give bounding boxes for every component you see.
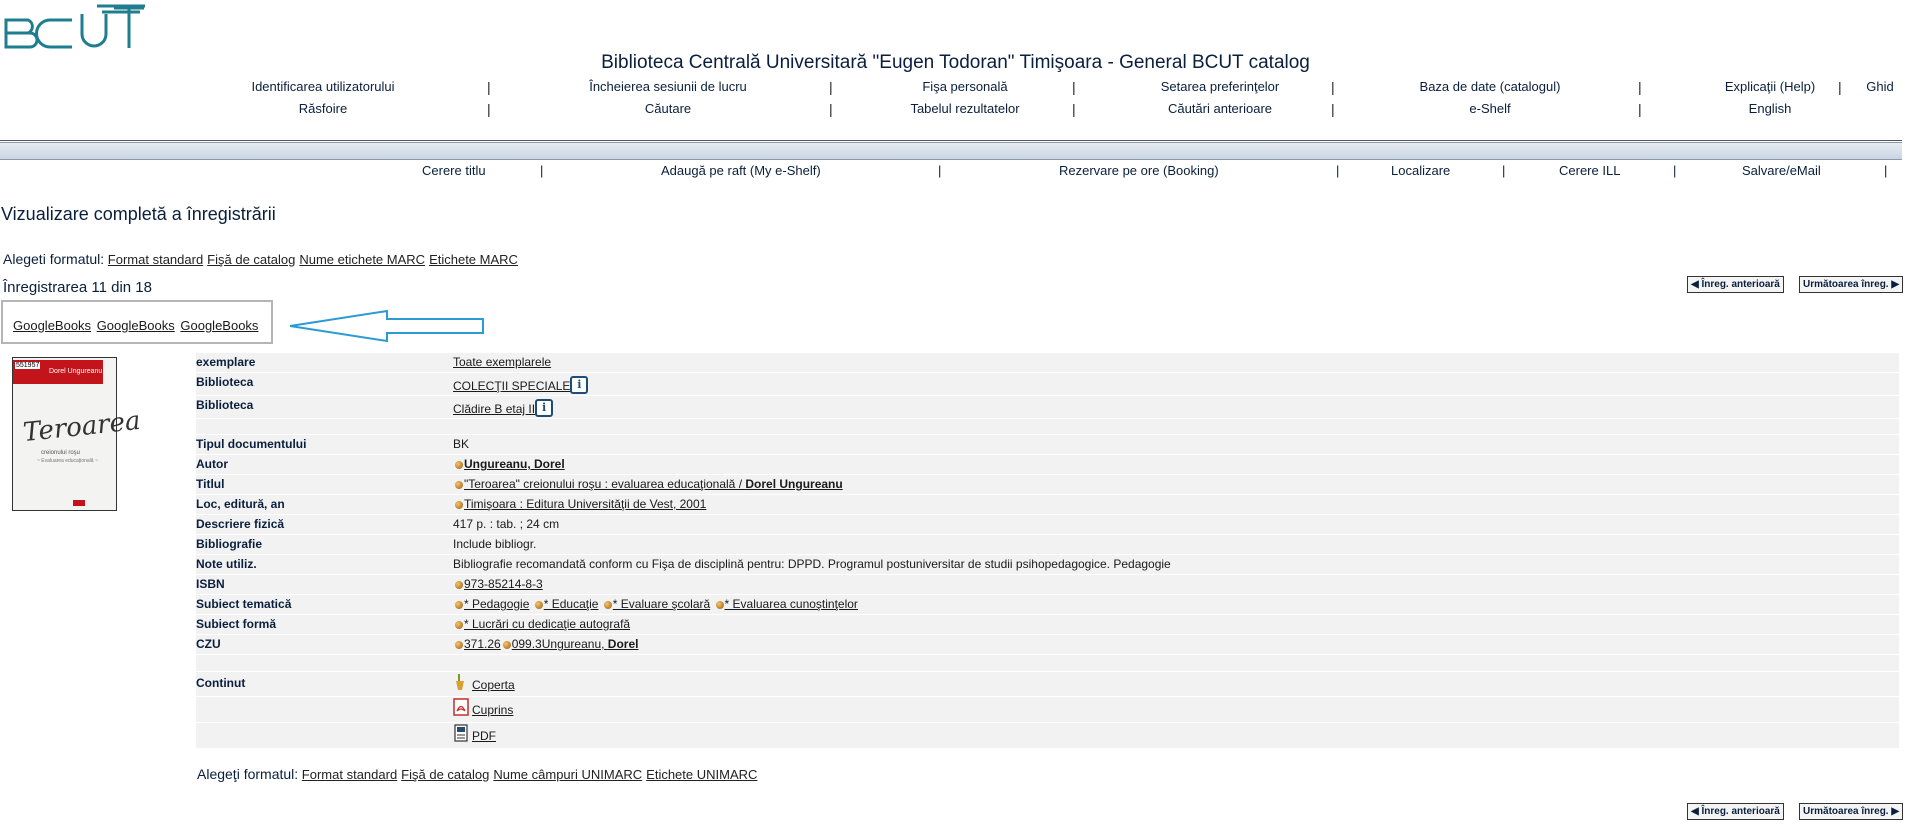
header-band <box>0 142 1902 160</box>
field-label: Biblioteca <box>196 375 254 389</box>
nav-search[interactable]: Căutare <box>644 101 692 116</box>
format-unimarc-tags-link[interactable]: Etichete UNIMARC <box>646 767 758 782</box>
nav-personal-file[interactable]: Fişa personală <box>922 79 1008 94</box>
nav-separator: | <box>1638 79 1642 95</box>
header-divider <box>0 140 1902 141</box>
record-row-spacer <box>196 655 1899 672</box>
arrow-right-icon: ▶ <box>1891 806 1900 817</box>
bullet-icon <box>455 501 463 509</box>
action-separator: | <box>938 163 942 178</box>
previous-record-button[interactable] <box>1687 276 1784 293</box>
annotation-arrow-icon <box>287 308 487 344</box>
nav-row-1 <box>175 79 1911 101</box>
save-email-link[interactable]: Salvare/eMail <box>1742 163 1821 178</box>
bullet-icon <box>455 461 463 469</box>
record-row-exemplare <box>196 353 1899 373</box>
action-separator: | <box>1502 163 1506 178</box>
subject-link[interactable]: * Evaluarea cunoştinţelor <box>724 597 858 611</box>
arrow-left-icon: ◀ <box>1691 806 1699 817</box>
format-selector-top <box>3 251 522 267</box>
field-label: Titlul <box>196 477 225 491</box>
booking-link[interactable]: Rezervare pe ore (Booking) <box>1059 163 1219 178</box>
record-row-note <box>196 555 1899 575</box>
format-unimarc-names-link[interactable]: Nume câmpuri UNIMARC <box>493 767 643 782</box>
nav-browse[interactable]: Răsfoire <box>298 101 348 116</box>
bullet-icon <box>604 601 612 609</box>
location-link[interactable]: Localizare <box>1391 163 1451 178</box>
field-label: Subiect tematică <box>196 597 292 611</box>
nav-separator: | <box>1838 79 1842 95</box>
bullet-icon <box>503 641 511 649</box>
isbn-link[interactable]: 973-85214-8-3 <box>464 577 543 591</box>
cover-barcode: 551957 <box>16 362 40 369</box>
field-label: Loc, editură, an <box>196 497 285 511</box>
cover-title: Teroarea <box>21 405 142 449</box>
googlebooks-link-1[interactable]: GoogleBooks <box>13 318 92 333</box>
bullet-icon <box>455 581 463 589</box>
czu-author-link[interactable]: Dorel <box>607 637 639 651</box>
record-row-bibliografie <box>196 535 1899 555</box>
next-record-button[interactable] <box>1799 276 1903 293</box>
pdf-link[interactable]: PDF <box>472 729 496 743</box>
nav-user-identification[interactable]: Identificarea utilizatorului <box>251 79 395 94</box>
action-bar <box>0 163 1911 183</box>
next-record-label: Următoarea înreg. <box>1803 806 1889 817</box>
record-row-biblioteca-1 <box>196 373 1899 396</box>
format-catalog-card-link[interactable]: Fişă de catalog <box>401 767 490 782</box>
format-selector-bottom <box>197 766 761 782</box>
nav-results-list[interactable]: Tabelul rezultatelor <box>910 101 1020 116</box>
nav-separator: | <box>487 79 491 95</box>
record-row-biblioteca-2 <box>196 396 1899 419</box>
bibliography-value: Include bibliogr. <box>453 537 537 551</box>
nav-help[interactable]: Explicaţii (Help) <box>1724 79 1816 94</box>
bullet-icon <box>455 601 463 609</box>
nav-english[interactable]: English <box>1748 101 1792 116</box>
main-nav <box>175 79 1911 123</box>
ill-request-link[interactable]: Cerere ILL <box>1559 163 1621 178</box>
googlebooks-links <box>13 318 260 333</box>
record-details <box>196 353 1899 749</box>
add-to-eshelf-link[interactable]: Adaugă pe raft (My e-Shelf) <box>661 163 821 178</box>
nav-separator: | <box>1072 101 1076 117</box>
nav-eshelf[interactable]: e-Shelf <box>1469 101 1511 116</box>
czu-link-1[interactable]: 371.26 <box>464 637 501 651</box>
nav-separator: | <box>1331 79 1335 95</box>
bullet-icon <box>455 481 463 489</box>
record-row-loc <box>196 495 1899 515</box>
author-link[interactable]: Ungureanu, Dorel <box>464 457 565 471</box>
bullet-icon <box>455 641 463 649</box>
nav-database[interactable]: Baza de date (catalogul) <box>1419 79 1561 94</box>
format-standard-link[interactable]: Format standard <box>107 252 204 267</box>
record-row-tip <box>196 435 1899 455</box>
field-label: Continut <box>196 676 246 690</box>
field-label: exemplare <box>196 355 256 369</box>
nav-separator: | <box>1638 101 1642 117</box>
action-separator: | <box>1673 163 1677 178</box>
request-title-link[interactable]: Cerere titlu <box>422 163 486 178</box>
record-row-spacer <box>196 419 1899 435</box>
record-row-pdf <box>196 723 1899 749</box>
cover-author: Dorel Ungureanu <box>49 368 103 375</box>
record-row-subiect-tematica <box>196 595 1899 615</box>
format-marc-names-link[interactable]: Nume etichete MARC <box>299 252 426 267</box>
record-row-titlu <box>196 475 1899 495</box>
field-label: Bibliografie <box>196 537 263 551</box>
format-catalog-card-link[interactable]: Fişă de catalog <box>207 252 296 267</box>
bullet-icon <box>455 621 463 629</box>
notes-value: Bibliografie recomandată conform cu Fişa de disciplină pentru: DPPD. Programul postuniversitar de studii psihopedagogice. Pedagogie <box>453 557 1171 571</box>
field-label: Descriere fizică <box>196 517 285 531</box>
format-label: Alegeti formatul: <box>3 251 105 267</box>
nav-guide[interactable]: Ghid <box>1866 79 1894 94</box>
format-marc-tags-link[interactable]: Etichete MARC <box>429 252 518 267</box>
format-label: Alegeţi formatul: <box>197 766 299 782</box>
nav-end-session[interactable]: Încheierea sesiunii de lucru <box>589 79 747 94</box>
cover-subtitle: creionului roşu <box>41 450 81 456</box>
pdf-icon <box>453 698 469 716</box>
document-type-value: BK <box>453 437 470 451</box>
publisher-link[interactable]: Timişoara : Editura Universităţii de Vest, 2001 <box>464 497 707 511</box>
nav-separator: | <box>829 79 833 95</box>
nav-separator: | <box>829 101 833 117</box>
record-count: Înregistrarea 11 din 18 <box>3 279 152 296</box>
record-row-czu <box>196 635 1899 655</box>
action-separator: | <box>1336 163 1340 178</box>
book-cover-thumbnail[interactable] <box>12 357 142 511</box>
info-icon[interactable]: i <box>570 376 588 394</box>
subject-link[interactable]: * Educaţie <box>543 597 599 611</box>
googlebooks-link-2[interactable]: GoogleBooks <box>96 318 175 333</box>
info-icon[interactable]: i <box>535 399 553 417</box>
all-copies-link[interactable]: Toate exemplarele <box>453 355 552 369</box>
site-title: Biblioteca Centrală Universitară "Eugen Todoran" Timişoara - General BCUT catalog <box>601 52 1310 73</box>
physical-description-value: 417 p. : tab. ; 24 cm <box>453 517 560 531</box>
next-record-label: Următoarea înreg. <box>1803 279 1889 290</box>
action-separator: | <box>1884 163 1888 178</box>
contents-link[interactable]: Cuprins <box>472 703 514 717</box>
cover-link[interactable]: Coperta <box>472 678 515 692</box>
googlebooks-link-3[interactable]: GoogleBooks <box>180 318 259 333</box>
nav-previous-searches[interactable]: Căutări anterioare <box>1167 101 1273 116</box>
document-icon <box>453 724 469 742</box>
building-b-link[interactable]: Clădire B etaj II <box>453 402 536 416</box>
cover-subtitle-2: ~ Evaluarea educaţională ~ <box>37 458 98 464</box>
previous-record-label: Înreg. anterioară <box>1701 806 1780 817</box>
previous-record-button-bottom[interactable] <box>1687 803 1784 820</box>
nav-preferences[interactable]: Setarea preferinţelor <box>1160 79 1280 94</box>
field-label: Tipul documentului <box>196 437 307 451</box>
subject-link[interactable]: * Evaluare şcolară <box>612 597 711 611</box>
bcut-logo-graphic <box>2 2 148 52</box>
bcut-logo[interactable] <box>2 2 148 52</box>
previous-record-label: Înreg. anterioară <box>1701 279 1780 290</box>
record-row-cuprins <box>196 697 1899 723</box>
next-record-button-bottom[interactable] <box>1799 803 1903 820</box>
subject-link[interactable]: * Pedagogie <box>464 597 530 611</box>
page-heading: Vizualizare completă a înregistrării <box>1 204 276 224</box>
special-collections-link[interactable]: COLECŢII SPECIALE <box>453 379 571 393</box>
field-label: CZU <box>196 637 221 651</box>
field-label: Biblioteca <box>196 398 254 412</box>
arrow-left-icon: ◀ <box>1691 279 1699 290</box>
form-subject-link[interactable]: * Lucrări cu dedicaţie autografă <box>464 617 631 631</box>
field-label: Note utiliz. <box>196 557 257 571</box>
nav-separator: | <box>1331 101 1335 117</box>
record-row-isbn <box>196 575 1899 595</box>
field-label: Autor <box>196 457 228 471</box>
record-row-autor <box>196 455 1899 475</box>
czu-link-2[interactable]: 099.3Ungureanu, <box>511 637 608 651</box>
nav-row-2 <box>175 101 1911 123</box>
field-label: Subiect formă <box>196 617 277 631</box>
field-label: ISBN <box>196 577 225 591</box>
record-row-subiect-forma <box>196 615 1899 635</box>
format-standard-link[interactable]: Format standard <box>301 767 398 782</box>
action-separator: | <box>540 163 544 178</box>
bullet-icon <box>535 601 543 609</box>
title-link[interactable]: "Teroarea" creionului roşu : evaluarea educaţională / <box>464 477 746 491</box>
record-row-continut <box>196 672 1899 697</box>
bullet-icon <box>716 601 724 609</box>
cover-image-icon <box>453 673 469 691</box>
record-row-descriere <box>196 515 1899 535</box>
arrow-right-icon: ▶ <box>1891 279 1900 290</box>
cover-publisher-mark <box>73 500 85 506</box>
nav-separator: | <box>487 101 491 117</box>
nav-separator: | <box>1072 79 1076 95</box>
title-author-link[interactable]: Dorel Ungureanu <box>745 477 843 491</box>
